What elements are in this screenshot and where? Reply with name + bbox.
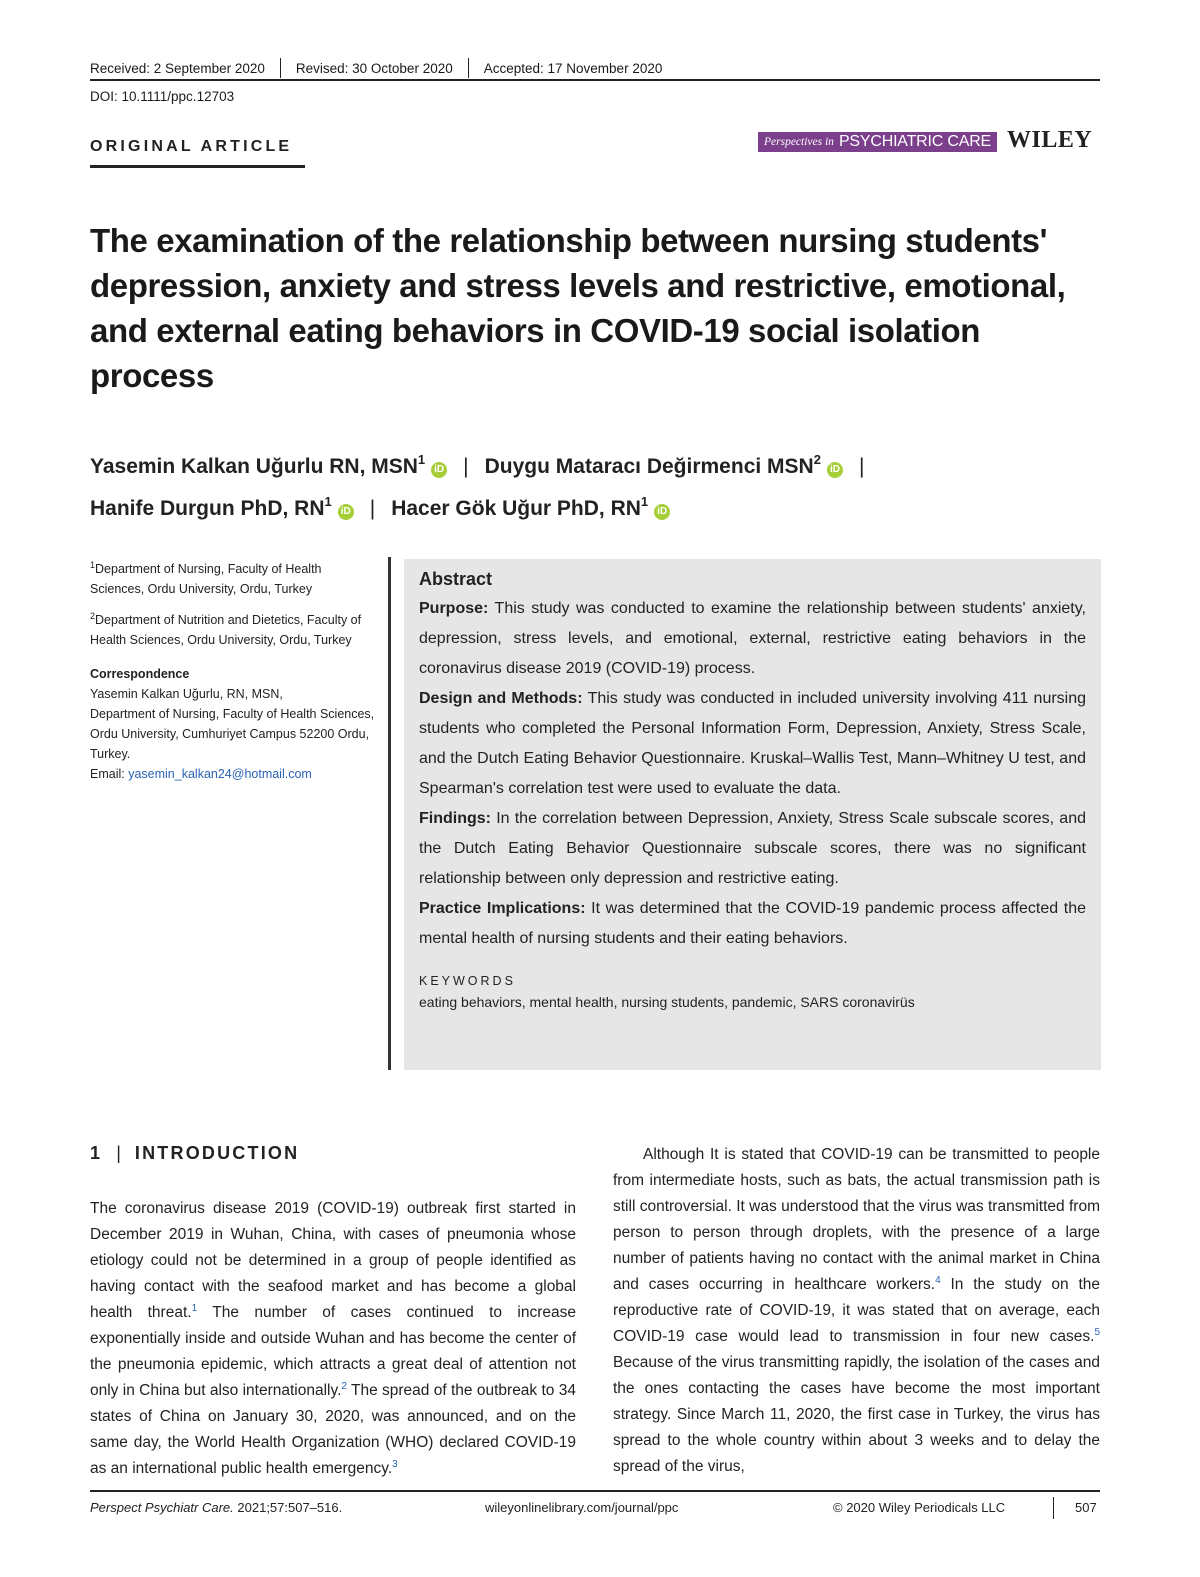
keywords: eating behaviors, mental health, nursing students, pandemic, SARS coronavirüs xyxy=(419,994,915,1010)
affiliation: $^2$Department of Nutrition and Dietetics, Faculty of Health Sciences, Ordu University, Ordu, Turkey xyxy=(90,611,362,648)
affiliations xyxy=(90,555,375,784)
email-link[interactable]: yasemin_kalkan24@hotmail.com xyxy=(128,767,312,782)
paragraph: The coronavirus disease 2019 (COVID-19) outbreak first started in December 2019 in Wuhan, China, with cases of pneumonia whose etiology could not be determined in a group of people identified as having contact with the seafood market and has become a global health threat.$^1$ The number of cases continued to increase exponentially inside and outside Wuhan and has become the center of the pneumonia epidemic, which attracts a great deal of attention not only in China but also internationally.$^2$ The spread of the outbreak to 34 states of China on January 30, 2020, was announced, and on the same day, the World Health Organization (WHO) declared COVID-19 as an international public health emergency.$^3$ xyxy=(90,1200,577,1477)
article-type-underline xyxy=(90,165,305,168)
footer-rule xyxy=(90,1490,1100,1492)
journal-logo-big: PSYCHIATRIC CARE xyxy=(838,133,992,150)
divider xyxy=(1053,1497,1054,1519)
journal-logo-small: Perspectives in xyxy=(764,136,834,148)
author-separator: | xyxy=(463,455,469,478)
revised-date: Revised: 30 October 2020 xyxy=(295,60,453,76)
affiliation: $^1$Department of Nursing, Faculty of Health Sciences, Ordu University, Ordu, Turkey xyxy=(90,560,322,597)
correspondence-heading: Correspondence xyxy=(90,667,190,682)
journal-url[interactable]: wileyonlinelibrary.com/journal/ppc xyxy=(485,1500,679,1515)
reference-link[interactable]: 4 xyxy=(935,1274,941,1286)
abstract-heading: Abstract xyxy=(419,569,493,589)
journal-logo[interactable] xyxy=(758,132,997,152)
body-column-right xyxy=(613,1142,1100,1480)
keywords-heading: KEYWORDS xyxy=(419,974,516,988)
doi[interactable]: DOI: 10.1111/ppc.12703 xyxy=(90,89,235,104)
header-rule xyxy=(90,79,1100,81)
abstract-divider xyxy=(388,557,391,1070)
abstract-design: Design and Methods: This study was conducted in included university involving 411 nursing students who completed the Personal Information Form, Depression, Anxiety, Stress Scale, and the Dutch Eating Behavior Questionnaire. Kruskal–Wallis Test, Mann–Whitney U test, and Spearman's correlation test were used to evaluate the data. xyxy=(419,690,1087,797)
orcid-icon[interactable]: iD xyxy=(338,504,354,520)
paragraph: Although It is stated that COVID-19 can be transmitted to people from intermediate hosts, such as bats, the actual transmission path is still controversial. It was understood that the virus was transmitted from person to person through droplets, with the presence of a large number of patients having no contact with the animal market in China and cases occurring in healthcare workers.$^4$ In the study on the reproductive rate of COVID-19, it was stated that on average, each COVID-19 case would lead to transmission in four new cases.$^5$ Because of the virus transmitting rapidly, the isolation of the cases and the ones contacting the cases have become the most important strategy. Since March 11, 2020, the first case in Turkey, the virus has spread to the whole country within about 3 weeks and to delay the spread of the virus, xyxy=(613,1146,1100,1475)
author[interactable]: Hacer Gök Uğur PhD, $RN^1$ xyxy=(391,494,649,520)
journal-citation: Perspect Psychiatr Care. 2021;57:507–516. xyxy=(90,1500,343,1515)
author-list xyxy=(90,443,1100,527)
section-heading: 1 | INTRODUCTION xyxy=(90,1143,300,1163)
copyright: © 2020 Wiley Periodicals LLC xyxy=(833,1500,1006,1515)
reference-link[interactable]: 2 xyxy=(341,1380,347,1392)
accepted-date: Accepted: 17 November 2020 xyxy=(483,60,663,76)
reference-link[interactable]: 3 xyxy=(392,1458,398,1470)
publisher-logo[interactable]: WILEY xyxy=(1007,127,1093,153)
body-column-left xyxy=(90,1196,576,1482)
orcid-icon[interactable]: iD xyxy=(431,462,447,478)
orcid-icon[interactable]: iD xyxy=(654,504,670,520)
author[interactable]: Hanife Durgun PhD, $RN^1$ xyxy=(90,494,332,520)
abstract-practice: Practice Implications: It was determined that the COVID-19 pandemic process affected the mental health of nursing students and their eating behaviors. xyxy=(419,900,1087,947)
abstract-purpose: Purpose: This study was conducted to examine the relationship between students' anxiety, depression, stress levels, and emotional, external, restrictive eating behaviors in the coronavirus disease 2019 (COVID-19) process. xyxy=(419,600,1087,677)
author[interactable]: Duygu Mataracı Değirmenci MSN$^2$ xyxy=(484,452,821,478)
divider xyxy=(280,58,281,78)
article-type: ORIGINAL ARTICLE xyxy=(90,138,293,155)
history-dates xyxy=(90,58,662,78)
abstract-findings: Findings: In the correlation between Depression, Anxiety, Stress Scale subscale scores, and the Dutch Eating Behavior Questionnaire subscale scores, there was no significant relationship between only depression and restrictive eating. xyxy=(419,810,1086,887)
abstract-box xyxy=(404,559,1101,1070)
received-date: Received: 2 September 2020 xyxy=(90,60,265,76)
article-title: The examination of the relationship between nursing students' depression, anxiety and stress levels and restrictive, emotional, and external eating behaviors in COVID-19 social isolation process xyxy=(90,222,1066,394)
page-number: 507 xyxy=(1075,1500,1097,1515)
author-separator: | xyxy=(858,455,865,478)
author[interactable]: Yasemin Kalkan Uğurlu RN, MSN$^1$ xyxy=(90,452,426,478)
correspondence-details: Yasemin Kalkan Uğurlu, RN, MSN, Department of Nursing, Faculty of Health Sciences, Ordu University, Cumhuriyet Campus 52200 Ordu, Turkey. Email: yasemin_kalkan24@hotmail.com xyxy=(90,687,375,782)
orcid-icon[interactable]: iD xyxy=(827,462,843,478)
divider xyxy=(468,58,469,78)
reference-link[interactable]: 1 xyxy=(191,1302,198,1314)
reference-link[interactable]: 5 xyxy=(1094,1326,1100,1338)
author-separator: | xyxy=(369,497,376,520)
